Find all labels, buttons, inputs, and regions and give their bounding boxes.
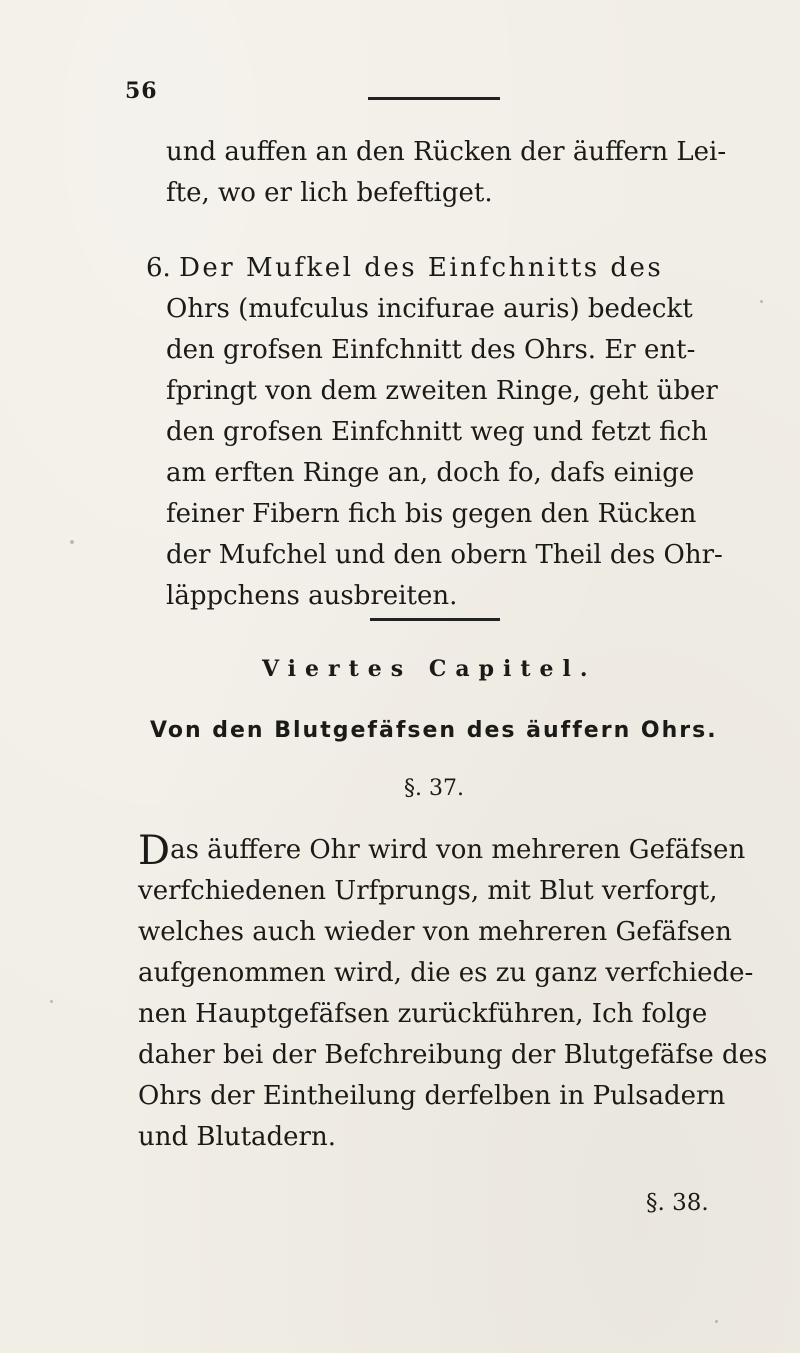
text-line: verfchiedenen Urfprungs, mit Blut verforgt,	[138, 876, 718, 906]
section-rule	[370, 618, 500, 621]
text-line: fte, wo er lich befeftiget.	[166, 178, 493, 208]
text-line: am erften Ringe an, doch fo, dafs einige	[166, 458, 695, 488]
section-37-paragraph	[138, 828, 768, 1158]
text-line: und Blutadern.	[138, 1122, 336, 1152]
paragraph-number: 6.	[146, 253, 171, 283]
drop-cap: D	[138, 828, 171, 874]
section-number: §. 37.	[404, 776, 464, 801]
paper-speck	[70, 540, 74, 544]
paragraph-heading: Der Mufkel des Einfchnitts des	[179, 253, 664, 283]
text-line: den grofsen Einfchnitt des Ohrs. Er ent-	[166, 335, 696, 365]
text-line: und auffen an den Rücken der äuffern Lei-	[166, 137, 727, 167]
text-line: feiner Fibern fich bis gegen den Rücken	[166, 499, 697, 529]
text-line: nen Hauptgefäfsen zurückführen, Ich folge	[138, 999, 708, 1029]
paper-speck	[760, 300, 763, 303]
text-line: fpringt von dem zweiten Ringe, geht über	[166, 376, 718, 406]
text-line: welches auch wieder von mehreren Gefäfsen	[138, 917, 732, 947]
page-number: 56	[125, 78, 158, 104]
chapter-title: Viertes Capitel.	[262, 656, 597, 682]
text-line: Ohrs der Eintheilung derfelben in Pulsadern	[138, 1081, 726, 1111]
paper-speck	[50, 1000, 53, 1003]
text-line: as äuffere Ohr wird von mehreren Gefäfsen	[170, 835, 746, 865]
text-line: aufgenommen wird, die es zu ganz verfchiede-	[138, 958, 754, 988]
paragraph-6-first-line	[146, 248, 776, 289]
text-line: der Mufchel und den obern Theil des Ohr-	[166, 540, 723, 570]
text-line: läppchens ausbreiten.	[166, 581, 458, 611]
header-rule	[368, 97, 500, 100]
continuation-paragraph	[166, 132, 776, 214]
catchword: §. 38.	[646, 1190, 709, 1216]
paper-speck	[715, 1320, 718, 1323]
text-line: daher bei der Befchreibung der Blutgefäfse des	[138, 1040, 768, 1070]
section-first-line	[138, 828, 748, 874]
chapter-subtitle: Von den Blutgefäfsen des äuffern Ohrs.	[150, 718, 718, 743]
paragraph-6	[146, 248, 776, 617]
text-line: Ohrs (mufculus incifurae auris) bedeckt	[166, 294, 693, 324]
text-line: den grofsen Einfchnitt weg und fetzt fich	[166, 417, 708, 447]
